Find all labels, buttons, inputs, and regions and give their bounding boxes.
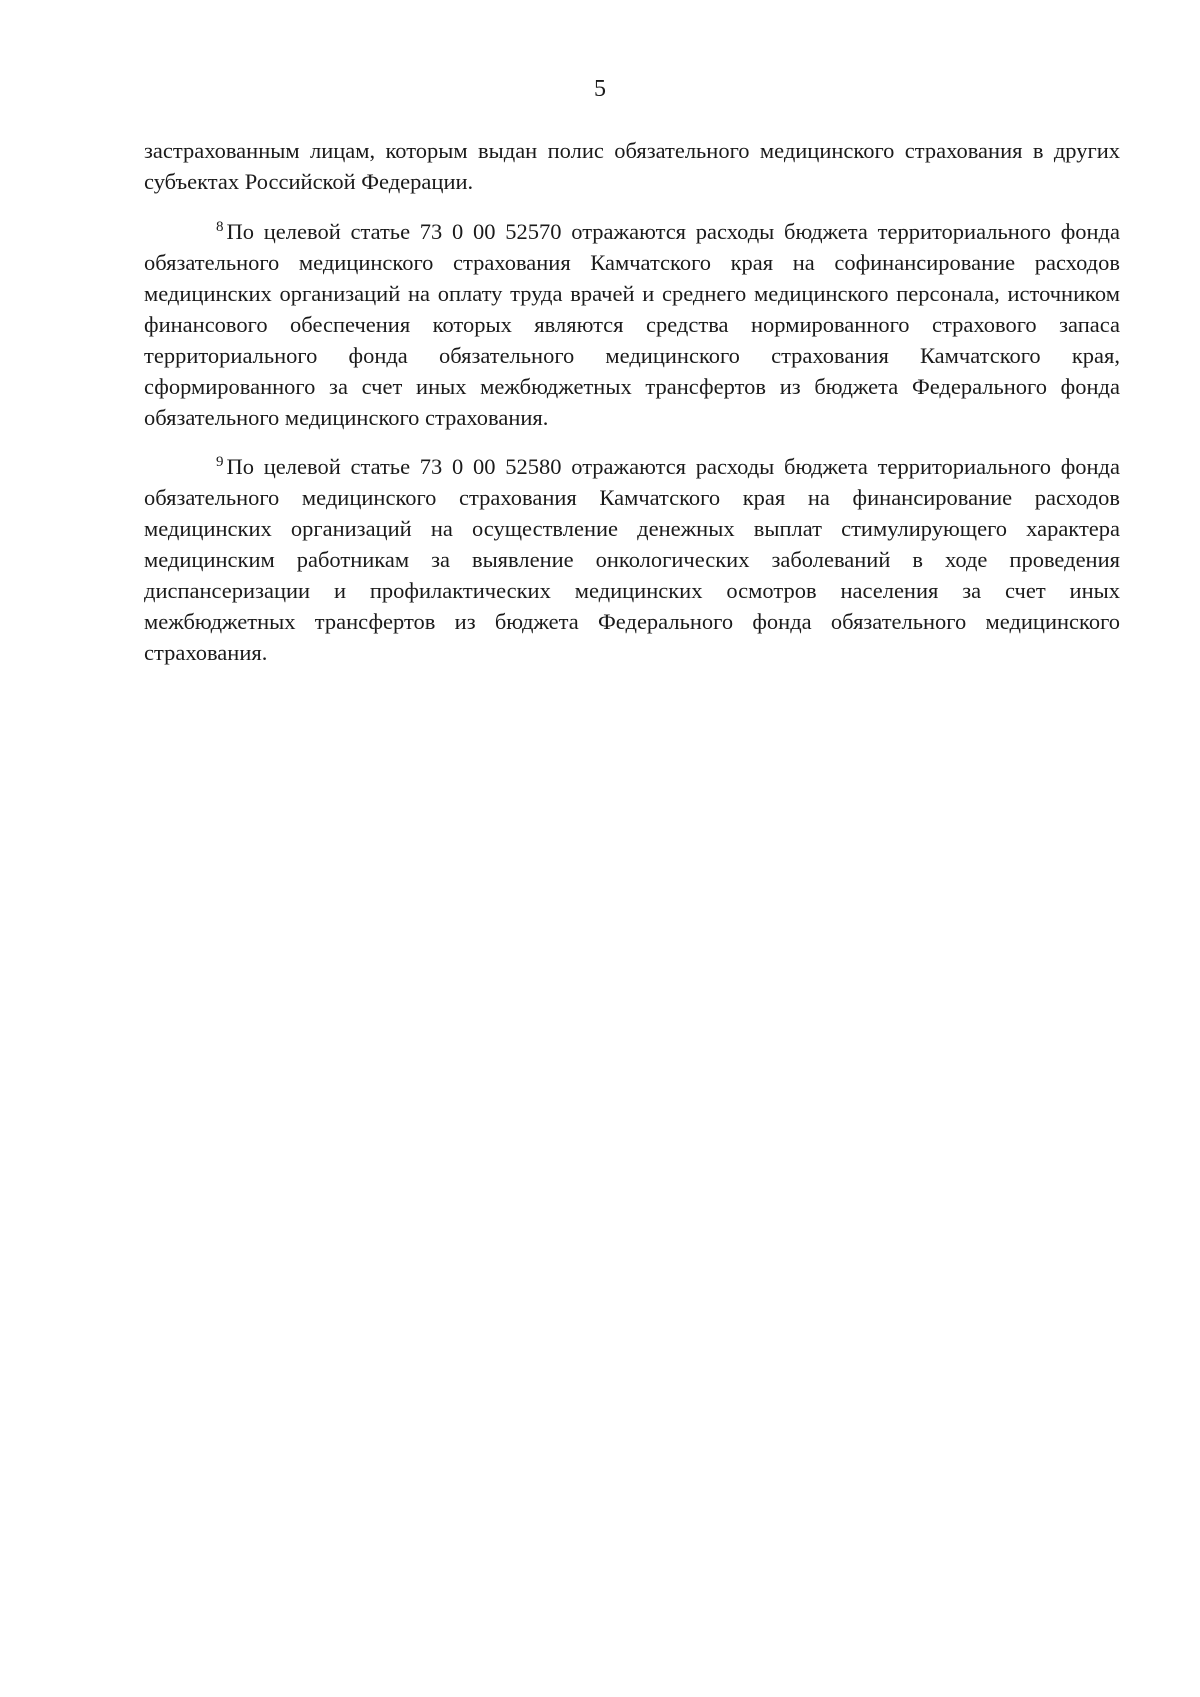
- footnote-9-marker: 9: [216, 453, 224, 470]
- page-number: 5: [594, 76, 606, 102]
- footnote-9: [144, 451, 1120, 668]
- paragraph-continuation: застрахованным лицам, которым выдан полис обязательного медицинского страхования в других субъектах Российской Федерации.: [144, 138, 1120, 194]
- footnote-8: [144, 216, 1120, 433]
- footnote-9-text: По целевой статье 73 0 00 52580 отражаются расходы бюджета территориального фонда обязательного медицинского страхования Камчатского края на финансирование расходов медицинских организаций на осуществление денежных выплат стимулирующего характера медицинским работникам за выявление онкологических заболеваний в ходе проведения диспансеризации и профилактических медицинских осмотров населения за счет иных межбюджетных трансфертов из бюджета Федерального фонда обязательного медицинского страхования.: [144, 454, 1120, 665]
- footnote-8-marker: 8: [216, 218, 224, 235]
- footnote-8-text: По целевой статье 73 0 00 52570 отражаются расходы бюджета территориального фонда обязательного медицинского страхования Камчатского края на софинансирование расходов медицинских организаций на оплату труда врачей и среднего медицинского персонала, источником финансового обеспечения которых являются средства нормированного страхового запаса территориального фонда обязательного медицинского страхования Камчатского края, сформированного за счет иных межбюджетных трансфертов из бюджета Федерального фонда обязательного медицинского страхования.: [144, 219, 1120, 430]
